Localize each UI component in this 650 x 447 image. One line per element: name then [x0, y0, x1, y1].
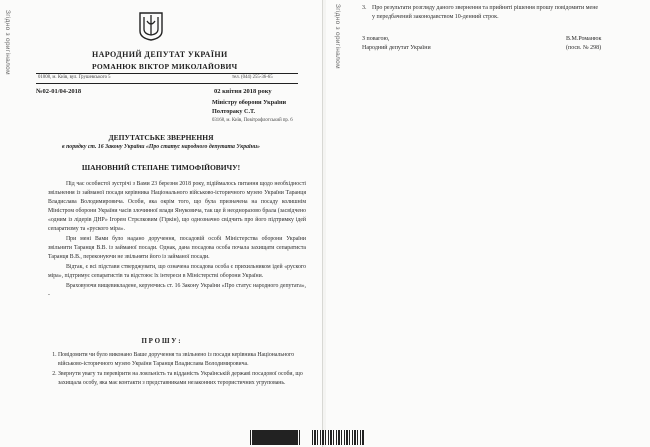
- body-paragraph: Відтак, є всі підстави стверджувати, що означена посадова особа є прихильником ідей «руского міра», підтримує сепаратистів та відстоює їх інтереси в Міністерстві оборони України.: [48, 264, 306, 279]
- side-stamp: Згідно з оригіналом: [4, 10, 11, 75]
- document-title: ДЕПУТАТСЬКЕ ЗВЕРНЕННЯ: [108, 133, 214, 142]
- addressee-line-2: Полтораку С.Т.: [212, 108, 256, 115]
- header-title: НАРОДНИЙ ДЕПУТАТ УКРАЇНИ: [92, 50, 228, 59]
- header-rule-top: [36, 73, 298, 74]
- request-item: 1. Повідомити чи було виконано Ваше доручення та звільнено із посади керівника Національного військово-історичного музею України Таранця Владислава Володимировича.: [58, 351, 314, 369]
- side-stamp: Згідно з оригіналом: [334, 4, 341, 69]
- document-date: 02 квітня 2018 року: [214, 88, 272, 95]
- barcode-icon: [312, 430, 364, 445]
- addressee-address: 03168, м. Київ, Повітрофлотський пр. 6: [212, 118, 293, 123]
- header-rule-bottom: [36, 83, 298, 84]
- body-paragraph: Під час особистої зустрічі з Вами 23 березня 2018 року, підіймалось питання щодо необхідності звільнення із займаної посади керівника Національного військово-історичного музею України Таранця Владислава Володимировича. Особи, яка окрім того, що була призначена на посаду колишнім Міністром оборони України часів злочинної влади Януковича, так ще й неодноразово брала (засвідчено «одним із лідерів ДНР» Ігорем Стрєлковим (Гіркін), що однозначно свідчить про його підтримку ідей сепаратизму та «руского міра».: [48, 181, 306, 232]
- body-paragraph: Враховуючи вищевикладене, керуючись ст. 16 Закону України «Про статус народного депутата», -: [48, 283, 306, 298]
- request-item: 2. Звернути увагу та перевірити на лояльність та відданість Українській державі посадової особи, що захищала особу, яка має контакти з представниками незаконних терористичних угруповань.: [58, 370, 314, 388]
- letter-page-2: [326, 0, 650, 447]
- document-number: №02-01/04-2018: [36, 88, 82, 95]
- request-3-text: Про результати розгляду даного звернення та прийняті рішення прошу повідомити мене у передбачений законодавством 10-денний строк.: [372, 5, 599, 20]
- letter-body: [48, 180, 306, 300]
- header-name: РОМАНЮК ВІКТОР МИКОЛАЙОВИЧ: [92, 62, 238, 71]
- trident-emblem-icon: [138, 11, 164, 41]
- closing: З повагою,: [362, 36, 390, 42]
- header-phone: тел. (044) 255-36-65: [232, 75, 273, 80]
- addressee-line-1: Міністру оборони України: [212, 99, 287, 106]
- document-subtitle: в порядку ст. 16 Закону України «Про статус народного депутата України»: [62, 144, 260, 150]
- signer-title: Народний депутат України: [362, 45, 431, 51]
- body-paragraph: При мені Вами було надано доручення, посадовій особі Міністерства оборони України звільнити Таранця В.В. із займаної посади. Однак, дана посадова особа почала захищати сепаратиста Таранця В.В., переконуючи не звільняти його із займаної посади.: [48, 236, 306, 260]
- letter-page-1: [0, 0, 323, 447]
- request-item-3: 3. Про результати розгляду даного звернення та прийняті рішення прошу повідомити мене у передбачений законодавством 10-денний строк.: [362, 4, 602, 22]
- header-address: 01008, м. Київ, вул. Грушевського 5: [38, 75, 111, 80]
- salutation: ШАНОВНИЙ СТЕПАНЕ ТИМОФІЙОВИЧУ!: [81, 163, 241, 172]
- request-list: [48, 351, 314, 389]
- request-heading: П Р О Ш У :: [141, 337, 181, 345]
- signer-id: (посв. № 298): [566, 45, 602, 51]
- barcode-icon: [254, 430, 300, 445]
- signer-name: В.М.Романюк: [566, 36, 602, 42]
